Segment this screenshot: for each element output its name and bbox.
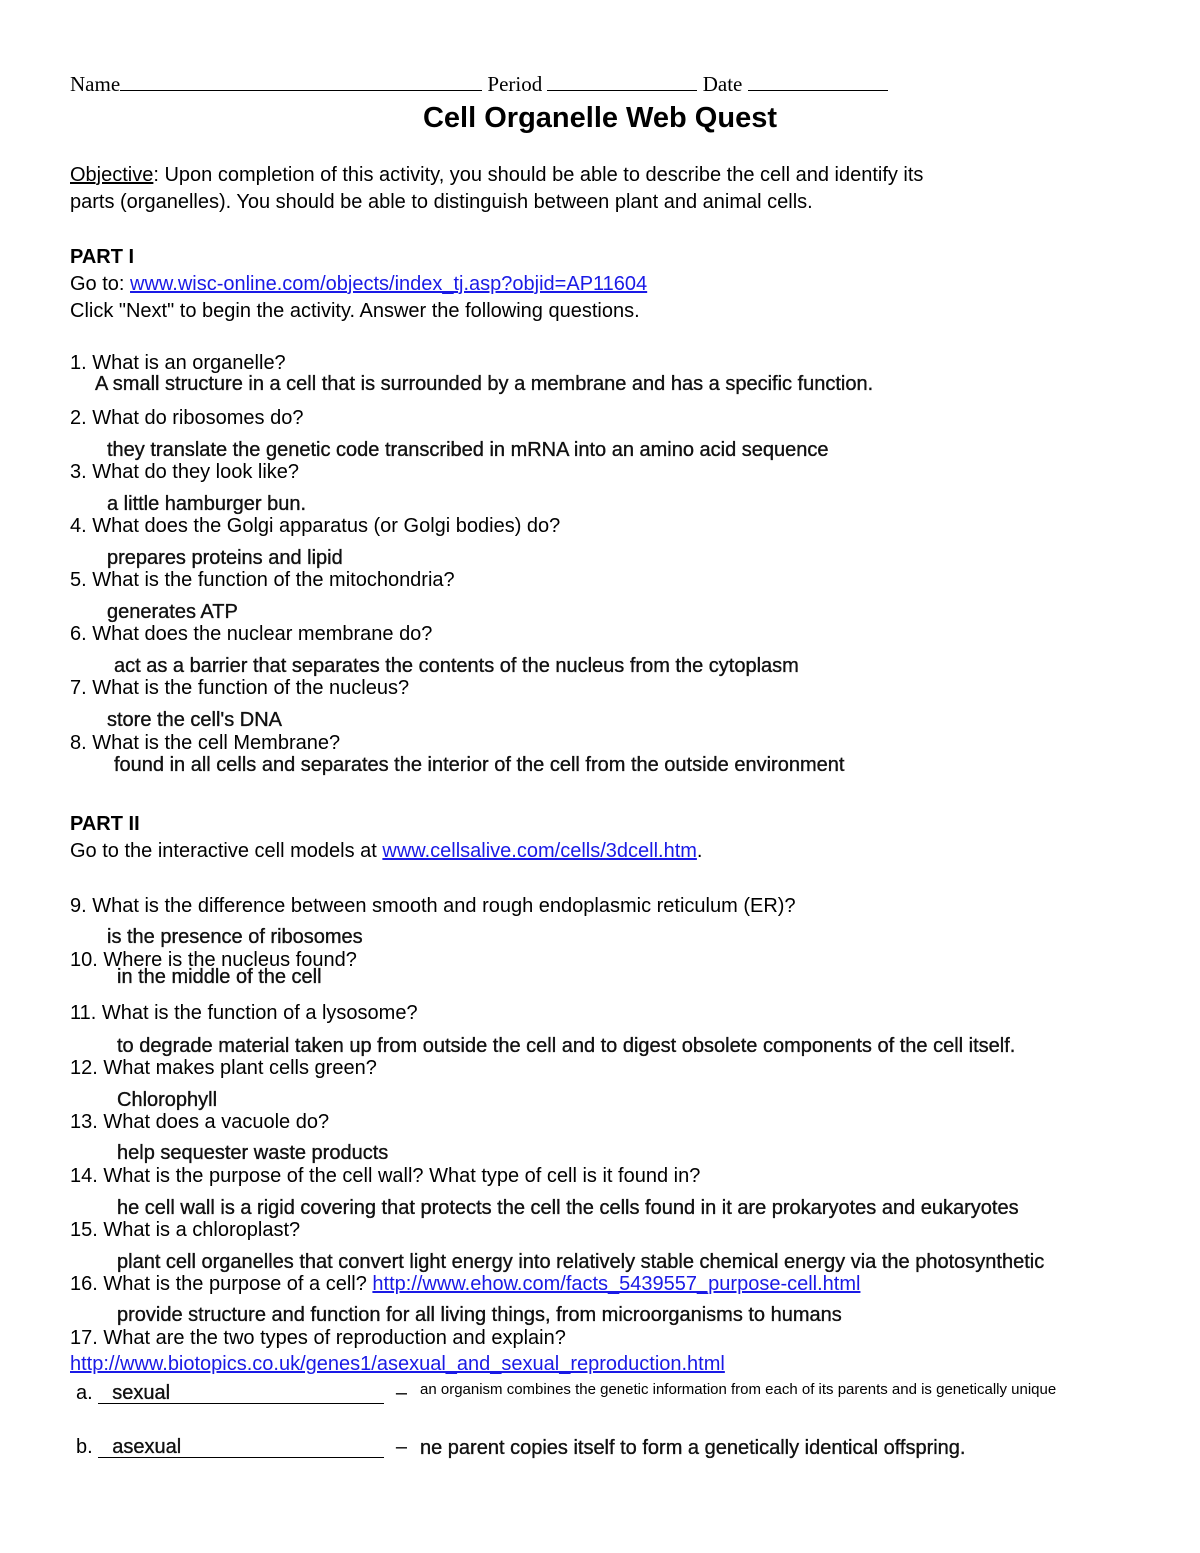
part1-link[interactable]: www.wisc-online.com/objects/index_tj.asp?objid=AP11604 (130, 273, 648, 295)
question-9: 9. What is the difference between smooth and rough endoplasmic reticulum (ER)? (70, 895, 796, 917)
answer-10: in the middle of the cell (117, 966, 322, 988)
answer-15: plant cell organelles that convert light energy into relatively stable chemical energy via the photosynthetic (117, 1251, 1045, 1273)
objective-line1: Objective: Upon completion of this activity, you should be able to describe the cell and identify its (70, 164, 924, 186)
answer-14: he cell wall is a rigid covering that protects the cell the cells found in it are prokaryotes and eukaryotes (117, 1197, 1019, 1219)
answer-13: help sequester waste products (117, 1142, 389, 1164)
question-17: 17. What are the two types of reproduction and explain? (70, 1327, 566, 1349)
question-17-link[interactable]: http://www.biotopics.co.uk/genes1/asexual_and_sexual_reproduction.html (70, 1353, 725, 1375)
date-blank[interactable] (748, 72, 888, 91)
asexual-field[interactable]: asexual (98, 1435, 384, 1458)
question-4: 4. What does the Golgi apparatus (or Golgi bodies) do? (70, 515, 561, 537)
part2-link[interactable]: www.cellsalive.com/cells/3dcell.htm (382, 840, 697, 862)
dash-a: – (395, 1382, 407, 1404)
item-b-label: b. (76, 1436, 93, 1458)
name-label: Name (70, 72, 121, 96)
header-line (70, 72, 888, 96)
question-12: 12. What makes plant cells green? (70, 1057, 377, 1079)
name-blank[interactable] (120, 72, 482, 91)
part2-heading: PART II (70, 813, 140, 835)
question-14: 14. What is the purpose of the cell wall? What type of cell is it found in? (70, 1165, 701, 1187)
asexual-explanation: ne parent copies itself to form a genetically identical offspring. (420, 1437, 966, 1459)
answer-2: they translate the genetic code transcribed in mRNA into an amino acid sequence (107, 439, 829, 461)
question-6: 6. What does the nuclear membrane do? (70, 623, 433, 645)
part1-heading: PART I (70, 246, 135, 268)
question-15: 15. What is a chloroplast? (70, 1219, 301, 1241)
question-7: 7. What is the function of the nucleus? (70, 677, 410, 699)
question-8: 8. What is the cell Membrane? (70, 732, 341, 754)
period-blank[interactable] (547, 72, 697, 91)
reproduction-b (76, 1435, 407, 1459)
question-1: 1. What is an organelle? (70, 352, 286, 374)
question-13: 13. What does a vacuole do? (70, 1111, 330, 1133)
answer-3: a little hamburger bun. (107, 493, 307, 515)
objective-line2: parts (organelles). You should be able to distinguish between plant and animal cells. (70, 191, 813, 213)
answer-4: prepares proteins and lipid (107, 547, 343, 569)
part2-intro: Go to the interactive cell models at www.cellsalive.com/cells/3dcell.htm. (70, 840, 703, 862)
answer-1: A small structure in a cell that is surrounded by a membrane and has a specific function. (95, 373, 874, 395)
sexual-explanation: an organism combines the genetic information from each of its parents and is genetically unique (420, 1381, 1057, 1398)
question-16: 16. What is the purpose of a cell? http://www.ehow.com/facts_5439557_purpose-cell.html (70, 1273, 861, 1295)
answer-11: to degrade material taken up from outside the cell and to digest obsolete components of the cell itself. (117, 1035, 1016, 1057)
answer-8: found in all cells and separates the interior of the cell from the outside environment (114, 754, 845, 776)
answer-6: act as a barrier that separates the contents of the nucleus from the cytoplasm (114, 655, 799, 677)
date-label: Date (702, 72, 743, 96)
question-3: 3. What do they look like? (70, 461, 300, 483)
answer-16: provide structure and function for all living things, from microorganisms to humans (117, 1304, 842, 1326)
answer-12: Chlorophyll (117, 1089, 218, 1111)
objective-label: Objective (70, 164, 154, 186)
question-10: 10. Where is the nucleus found? (70, 949, 357, 971)
answer-7: store the cell's DNA (107, 709, 282, 731)
period-label: Period (487, 72, 543, 96)
question-16-link[interactable]: http://www.ehow.com/facts_5439557_purpose-cell.html (372, 1273, 861, 1295)
answer-5: generates ATP (107, 601, 238, 623)
answer-9: is the presence of ribosomes (107, 926, 363, 948)
question-11: 11. What is the function of a lysosome? (70, 1002, 418, 1024)
part1-goto: Go to: www.wisc-online.com/objects/index_tj.asp?objid=AP11604 (70, 273, 648, 295)
sexual-field[interactable]: sexual (98, 1381, 384, 1404)
item-a-label: a. (76, 1382, 93, 1404)
page-title: Cell Organelle Web Quest (422, 102, 777, 134)
dash-b: – (395, 1436, 407, 1458)
reproduction-a (76, 1381, 407, 1405)
question-2: 2. What do ribosomes do? (70, 407, 304, 429)
part1-instruction: Click "Next" to begin the activity. Answer the following questions. (70, 300, 640, 322)
question-5: 5. What is the function of the mitochondria? (70, 569, 455, 591)
